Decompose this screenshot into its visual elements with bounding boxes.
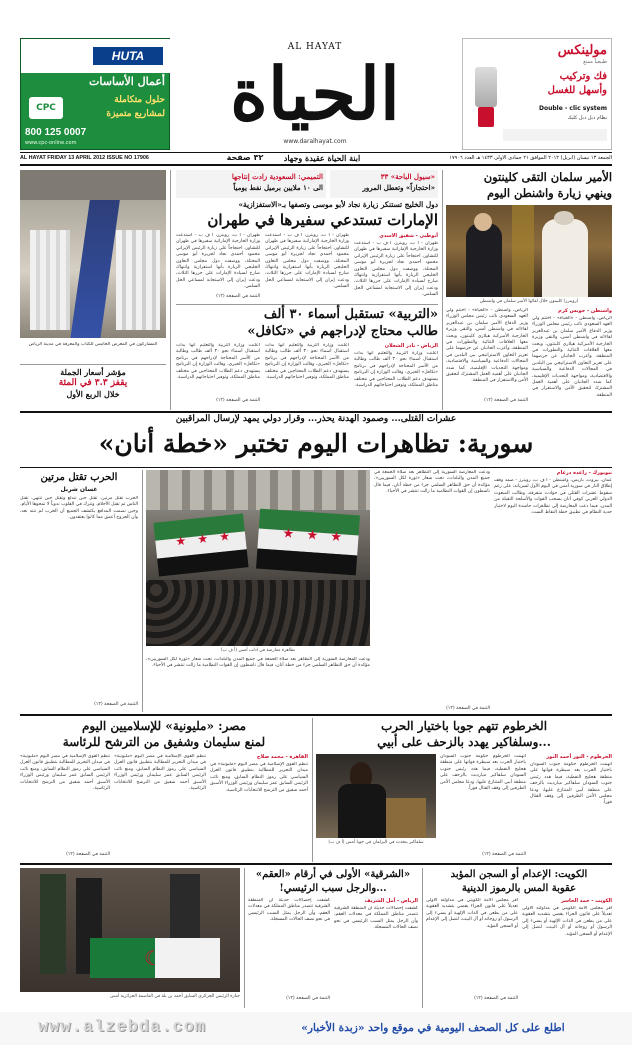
ad-phone: 800 125 0007: [25, 127, 87, 138]
algeria-caption: جنازة الرئيس الجزائري السابق أحمد بن بلة في العاصمة الجزائرية أمس: [110, 994, 240, 999]
egypt-continued[interactable]: التتمة في الصفحة (١٢): [66, 852, 110, 857]
emirates-kicker: دول الخليج تستنكر زيارة نجاد لأبو موسى وتصفها بـ«الاستفزازية»: [238, 200, 438, 209]
book-fair-caption: المشاركون في المعرض الخامس للكتاب والمعرفة في مدينة الرياض: [28, 342, 158, 347]
kuwait-headline-2[interactable]: عقوبة المس بالرموز الدينية: [461, 883, 577, 894]
flag-left: ★ ★ ★: [153, 513, 248, 576]
egypt-body-2: تنظم القوى الإسلامية في مصر اليوم «مليونية» في ميدان التحرير للمطالبة بتطبيق قانون العزل السياسي على رموز النظام السابق، ومنع نائب الرئيس السابق عمر سليمان ورئيس الوزراء الأسبق أحمد شفيق من الترشح للانتخابات الرئاسية.: [114, 754, 206, 792]
book-fair-photo: [20, 170, 166, 338]
syria-body-col1: عمان، بيروت، باريس، واشنطن - أ ف ب، رويترز - صمد وقف إطلاق النار في سورية أمس في اليوم الأول لسريانه، على رغم سقوط عشرات القتلى في حوادث متفرقة، وطالب المبعوث الدولي العربي كوفي أنان بسحب القوات والأسلحة الثقيلة من المدن، فيما دعت المعارضة إلى تظاهرات حاشدة اليوم لاختبار جدية النظام في تطبيق خطة النقاط الست.: [494, 478, 612, 516]
emirates-byline: أبوظبي - شفيق الاسدي: [379, 233, 438, 239]
teaser-oil[interactable]: التميمي: السعودية زادت إنتاجها الى ١٠ ملايين برميل نفط يومياً: [176, 170, 326, 198]
egypt-body-1: تنظم القوى الإسلامية في مصر اليوم «مليونية» في ميدان التحرير للمطالبة بتطبيق قانون العزل السياسي على رموز النظام السابق، ومنع نائب الرئيس السابق عمر سليمان ورئيس الوزراء الأسبق أحمد شفيق من الترشح للانتخابات الرئاسية.: [210, 762, 308, 793]
syria-headline[interactable]: سورية: تظاهرات اليوم تختبر «خطة أنان»: [98, 429, 534, 458]
sudan-headline-1[interactable]: الخرطوم تتهم جوبا باختيار الحرب: [380, 719, 548, 733]
alzebda-link[interactable]: www.alzebda.com: [37, 1018, 207, 1037]
clinton-body-1: الرياض، واشنطن - «الحياة» - اختتم ولي العهد السعودي نائب رئيس مجلس الوزراء وزير الدفاع الأمير سلمان بن عبدالعزيز لقاءاته في واشنطن أمس، والتقى وزيرة الخارجية الأميركية هيلاري كلينتون، وبحث معها العلاقات الثنائية والتطورات في المنطقة، وأعرب الجانبان عن حرصهما على تعزيز التعاون الاستراتيجي بين البلدين في المجالات الدفاعية والسياسية والاقتصادية، ومواجهة التحديات الإقليمية، كما شدد الجانبان على أهمية العمل المشترك لتحقيق الأمن والاستقرار في المنطقة.: [532, 316, 612, 398]
sudan-body-1: اتهمت الخرطوم حكومة جنوب السودان باختيار الحرب بعد سيطرة قواتها على منطقة هجليج النفطية، فيما هدد رئيس جنوب السودان سلفاكير ميارديت بالزحف على منطقة أبيي المتنازع عليها، ودعا مجلس الأمن الطرفين إلى وقف القتال فوراً.: [530, 762, 612, 806]
column-continued[interactable]: التتمة في الصفحة (١٢): [94, 702, 138, 707]
emirates-body-3: طهران - أ ب، رويترز، أ ف ب - استدعت وزارة الخارجية الإماراتية سفيرها في طهران للتشاور، احتجاجاً على زيارة الرئيس الإيراني محمود أحمدي نجاد لجزيرة أبو موسى المحتلة، ووصفت دول مجلس التعاون الخليجي الزيارة بأنها استفزازية وانتهاك صارخ لسيادة الإمارات على جزرها الثلاث، ودعت إيران إلى الاستجابة لمساعي الحل السلمي.: [176, 233, 260, 290]
sudan-continued[interactable]: التتمة في الصفحة (١٢): [482, 852, 526, 857]
egypt-byline: القاهرة - محمد صلاح: [256, 754, 308, 760]
kuwait-body-1: أقر مجلس الأمة الكويتي في مداولته الأولى تعديلاً على قانون الجزاء يقضي بتشديد العقوبة على من يطعن في الذات الإلهية أو يسيء إلى الرسول أو زوجاته أو آل البيت، لتصل إلى الإعدام أو السجن المؤبد.: [522, 906, 612, 937]
sudan-byline: الخرطوم - النور أحمد النور: [546, 754, 612, 760]
syria-kicker: عشرات القتلى... وصمود الهدنة يحذر... وقرار دولي يمهد لإرسال المراقبين: [175, 414, 457, 424]
clinton-continued[interactable]: التتمة في الصفحة (١٢): [484, 398, 528, 403]
clinton-headline-2[interactable]: وينهي زيارة واشنطن اليوم: [486, 186, 612, 200]
masthead-slogan: ابنة الحياة عقيدة وجهاد: [283, 153, 361, 163]
cpc-logo: CPC: [29, 97, 63, 119]
page-count: ٣٢ صفحة: [226, 153, 264, 162]
sudan-headline-2[interactable]: ...وسلفاكير يهدد بالزحف على أبيي: [377, 735, 551, 749]
column-headline[interactable]: الحرب تقتل مرتين: [40, 472, 118, 483]
education-continued[interactable]: التتمة في الصفحة (١٢): [216, 398, 260, 403]
syria-byline: نيويورك - راغدة درغام: [556, 470, 612, 476]
syria-protest-photo: [146, 470, 370, 646]
sudan-body-2: اتهمت الخرطوم حكومة جنوب السودان باختيار الحرب بعد سيطرة قواتها على منطقة هجليج النفطية، فيما هدد رئيس جنوب السودان سلفاكير ميارديت بالزحف على منطقة أبيي المتنازع عليها، ودعا مجلس الأمن الطرفين إلى وقف القتال فوراً.: [440, 754, 526, 792]
date-arabic: الجمعة ١٣ نيسان (ابريل) ٢٠١٢ الموافق ٢١ جمادى الاولى ١٤٣٣ هـ العدد ١٧٩٠٦: [449, 155, 612, 161]
teaser-floods[interactable]: «سيول الباحة» ٣٣ «احتجازاً» وتعطل المرور: [330, 170, 438, 198]
kuwait-byline: الكويت - حمد الجاسر: [560, 898, 612, 904]
emirates-continued[interactable]: التتمة في الصفحة (١٢): [216, 294, 260, 299]
mixer-image: [471, 49, 501, 129]
salva-kiir-photo: [316, 754, 436, 838]
ad-left[interactable]: HUTA أعمال الأساسات حلول متكاملة لمشاريع متميزة CPC 800 125 0007 www.cpc-online.com: [20, 38, 170, 150]
wholesale-index-box[interactable]: مؤشر أسعار الجملة يقفز ٣.٣ في المئة خلال الربع الأول: [58, 367, 128, 399]
sharqiya-headline-1[interactable]: «الشرقية» الأولى في أرقام «العقم»: [255, 869, 411, 880]
flag-right: ★ ★ ★: [256, 509, 360, 576]
date-english: AL HAYAT FRIDAY 13 APRIL 2012 ISSUE NO 17906: [20, 155, 149, 161]
sharqiya-body-1: كشفت إحصاءات حديثة أن المنطقة الشرقية تتصدر مناطق المملكة في معدلات العقم، وأن الرجل يمثل السبب الرئيسي في نحو نصف الحالات المسجلة.: [334, 906, 418, 931]
column-body: الحرب تقتل مرتين. تقتل حين تندلع وتقتل حين تنتهي. تقتل الناس ثم تقتل الأحلام. وتترك في القلوب ندوباً لا تمحوها الأيام. وحين تصمت المدافع يكتشف الجميع أن الحرب لم تنته بعد، وأن الجروح أعمق مما كانوا يعتقدون.: [20, 496, 138, 521]
education-body-2: أعلنت وزارة التربية والتعليم أنها بدأت استقبال أسماء نحو ٣٠ ألف طالب وطالبة من الأسر المحتاجة لإدراجهم في برنامج «تكافل» الخيري، وقالت الوزارة إن البرنامج يستهدف دعم الطلاب المحتاجين في مختلف مناطق المملكة، وتوفير احتياجاتهم الدراسية.: [265, 343, 349, 381]
emirates-body-2: طهران - أ ب، رويترز، أ ف ب - استدعت وزارة الخارجية الإماراتية سفيرها في طهران للتشاور، احتجاجاً على زيارة الرئيس الإيراني محمود أحمدي نجاد لجزيرة أبو موسى المحتلة، ووصفت دول مجلس التعاون الخليجي الزيارة بأنها استفزازية وانتهاك صارخ لسيادة الإمارات على جزرها الثلاث، ودعت إيران إلى الاستجابة لمساعي الحل السلمي.: [265, 233, 349, 290]
footer-banner-text: اطلع على كل الصحف اليومية في موقع واحد «زبدة الأخبار»: [301, 1022, 565, 1034]
kuwait-body-2: أقر مجلس الأمة الكويتي في مداولته الأولى تعديلاً على قانون الجزاء يقضي بتشديد العقوبة على من يطعن في الذات الإلهية أو يسيء إلى الرسول أو زوجاته أو آل البيت، لتصل إلى الإعدام أو السجن المؤبد.: [426, 898, 518, 929]
education-headline-1[interactable]: «التربية» تستقبل أسماء ٣٠ ألف: [263, 307, 438, 322]
emirates-headline[interactable]: الإمارات تستدعي سفيرها في طهران: [207, 211, 438, 229]
syria-photo-caption: تظاهرة معارضة في ادلب أمس (أ ف ب): [220, 648, 296, 653]
syria-body-under-photo: ودعت المعارضة السورية إلى التظاهر بعد صلاة الجمعة في جميع المدن والبلدات، تحت شعار «ثورة لكل السوريين»، مؤكدة أن حق التظاهر السلمي جزء من خطة أنان، فيما قال ناشطون إن القوات النظامية ما زالت تنتشر في الأحياء.: [146, 657, 370, 669]
masthead-title: الحياة: [230, 51, 400, 136]
sharqiya-body-2: كشفت إحصاءات حديثة أن المنطقة الشرقية تتصدر مناطق المملكة في معدلات العقم، وأن الرجل يمثل السبب الرئيسي في نحو نصف الحالات المسجلة.: [248, 898, 330, 923]
footer-banner[interactable]: [0, 1012, 632, 1045]
sharqiya-byline: الرياض - أمل الشريف: [364, 898, 418, 904]
kuwait-continued[interactable]: التتمة في الصفحة (١٢): [474, 996, 518, 1001]
masthead-latin: AL HAYAT: [287, 42, 343, 52]
clinton-caption: (رويترز) كلينتون خلال لقائها الأمير سلمان في واشنطن: [479, 299, 579, 304]
clinton-photo: [446, 205, 612, 297]
sharqiya-continued[interactable]: التتمة في الصفحة (١٢): [286, 996, 330, 1001]
huta-logo: HUTA: [93, 47, 163, 65]
education-body-1: أعلنت وزارة التربية والتعليم أنها بدأت استقبال أسماء نحو ٣٠ ألف طالب وطالبة من الأسر المحتاجة لإدراجهم في برنامج «تكافل» الخيري، وقالت الوزارة إن البرنامج يستهدف دعم الطلاب المحتاجين في مختلف مناطق المملكة، وتوفير احتياجاتهم الدراسية.: [354, 351, 438, 389]
education-body-3: أعلنت وزارة التربية والتعليم أنها بدأت استقبال أسماء نحو ٣٠ ألف طالب وطالبة من الأسر المحتاجة لإدراجهم في برنامج «تكافل» الخيري، وقالت الوزارة إن البرنامج يستهدف دعم الطلاب المحتاجين في مختلف مناطق المملكة، وتوفير احتياجاتهم الدراسية.: [176, 343, 260, 381]
education-headline-2[interactable]: طالب محتاج لإدراجهم في «تكافل»: [247, 324, 438, 339]
sharqiya-headline-2[interactable]: ...والرجل سبب الرئيسي!: [279, 883, 387, 894]
syria-continued[interactable]: التتمة في الصفحة (١٢): [446, 706, 490, 711]
egypt-kicker[interactable]: مصر: «مليونية» للإسلاميين اليوم: [81, 719, 247, 733]
kuwait-headline-1[interactable]: الكويت: الإعدام أو السجن المؤبد: [450, 869, 588, 880]
algerian-flag: ☾: [90, 938, 220, 978]
ad-right[interactable]: مولينكس طبيعياً ممتع فك وتركيب وأسهل للغسل Double - clic system نظام ذبل دبل كليك: [462, 38, 612, 150]
masthead-website[interactable]: www.daralhayat.com: [283, 138, 347, 145]
education-byline: الرياض - نادر الشعلان: [384, 343, 438, 349]
clinton-headline-1[interactable]: الأمير سلمان التقى كلينتون: [483, 170, 612, 184]
syria-body-col2: ودعت المعارضة السورية إلى التظاهر بعد صلاة الجمعة في جميع المدن والبلدات، تحت شعار «ثورة لكل السوريين»، مؤكدة أن حق التظاهر السلمي جزء من خطة أنان، فيما قال ناشطون إن القوات النظامية ما زالت تنتشر في الأحياء.: [374, 470, 490, 495]
algeria-funeral-photo: [20, 868, 240, 992]
clinton-byline: واشنطن - جويس كرم: [558, 308, 612, 314]
column-author: غسان شربل: [60, 486, 98, 493]
egypt-body-3: تنظم القوى الإسلامية في مصر اليوم «مليونية» في ميدان التحرير للمطالبة بتطبيق قانون العزل السياسي على رموز النظام السابق، ومنع نائب الرئيس السابق عمر سليمان ورئيس الوزراء الأسبق أحمد شفيق من الترشح للانتخابات الرئاسية.: [20, 754, 110, 792]
clinton-body-2: الرياض، واشنطن - «الحياة» - اختتم ولي العهد السعودي نائب رئيس مجلس الوزراء وزير الدفاع الأمير سلمان بن عبدالعزيز لقاءاته في واشنطن أمس، والتقى وزيرة الخارجية الأميركية هيلاري كلينتون، وبحث معها العلاقات الثنائية والتطورات في المنطقة، وأعرب الجانبان عن حرصهما على تعزيز التعاون الاستراتيجي بين البلدين في المجالات الدفاعية والسياسية والاقتصادية، ومواجهة التحديات الإقليمية، كما شدد الجانبان على أهمية العمل المشترك لتحقيق الأمن والاستقرار في المنطقة.: [446, 308, 528, 384]
emirates-body-1: طهران - أ ب، رويترز، أ ف ب - استدعت وزارة الخارجية الإماراتية سفيرها في طهران للتشاور، احتجاجاً على زيارة الرئيس الإيراني محمود أحمدي نجاد لجزيرة أبو موسى المحتلة، ووصفت دول مجلس التعاون الخليجي الزيارة بأنها استفزازية وانتهاك صارخ لسيادة الإمارات على جزرها الثلاث، ودعت إيران إلى الاستجابة لمساعي الحل السلمي.: [354, 241, 438, 298]
egypt-headline[interactable]: لمنع سليمان وشفيق من الترشح للرئاسة: [62, 735, 266, 749]
sudan-caption: سلفاكير يتحدث في البرلمان في جوبا أمس (أ ف ب): [328, 840, 424, 845]
